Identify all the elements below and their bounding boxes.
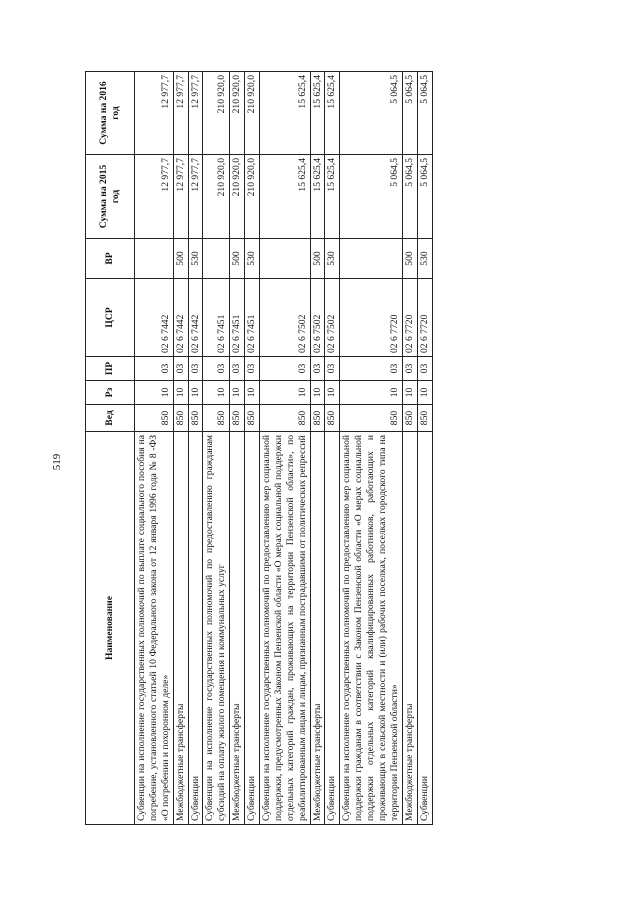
cell-rz: 10 bbox=[402, 381, 417, 405]
cell-sum-2016: 12 977,7 bbox=[173, 72, 188, 155]
cell-name: Межбюджетные трансферты bbox=[173, 432, 188, 825]
cell-pr: 03 bbox=[245, 357, 260, 381]
cell-rz: 10 bbox=[230, 381, 245, 405]
header-name: Наименование bbox=[86, 432, 135, 825]
budget-table-container bbox=[85, 72, 525, 825]
table-row bbox=[325, 72, 340, 825]
table-row bbox=[417, 72, 432, 825]
cell-ved: 850 bbox=[340, 405, 402, 432]
cell-csr: 02 6 7451 bbox=[230, 279, 245, 357]
table-body bbox=[135, 72, 433, 825]
cell-vr bbox=[203, 239, 230, 279]
table-row bbox=[340, 72, 402, 825]
cell-rz: 10 bbox=[245, 381, 260, 405]
cell-sum-2016: 15 625,4 bbox=[310, 72, 325, 155]
cell-name: Субвенции на исполнение государственных полномочий по предоставлению мер социальной поддержки гражданам в соответствии с Законом Пензенской области «О мерах социальной поддержки отдельных категорий квалифицированных работников, работающих и проживающих в сельской местности и (или) рабочих поселках, поселках городского типа на территории Пензенской области» bbox=[340, 432, 402, 825]
header-pr: ПР bbox=[86, 357, 135, 381]
cell-sum-2015: 15 625,4 bbox=[310, 155, 325, 239]
cell-ved: 850 bbox=[402, 405, 417, 432]
header-sum-2016: Сумма на 2016 год bbox=[86, 72, 135, 155]
cell-sum-2015: 5 064,5 bbox=[340, 155, 402, 239]
cell-pr: 03 bbox=[135, 357, 174, 381]
cell-sum-2015: 15 625,4 bbox=[260, 155, 311, 239]
cell-rz: 10 bbox=[310, 381, 325, 405]
header-vr: ВР bbox=[86, 239, 135, 279]
table-row bbox=[310, 72, 325, 825]
cell-csr: 02 6 7502 bbox=[310, 279, 325, 357]
cell-vr bbox=[135, 239, 174, 279]
cell-sum-2015: 12 977,7 bbox=[135, 155, 174, 239]
cell-pr: 03 bbox=[188, 357, 203, 381]
cell-ved: 850 bbox=[135, 405, 174, 432]
cell-vr: 530 bbox=[188, 239, 203, 279]
cell-ved: 850 bbox=[188, 405, 203, 432]
budget-table bbox=[85, 71, 433, 825]
cell-sum-2015: 12 977,7 bbox=[173, 155, 188, 239]
cell-csr: 02 6 7720 bbox=[402, 279, 417, 357]
cell-name: Субвенции на исполнение государственных полномочий по предоставлению гражданам субсидий на оплату жилого помещения и коммунальных услуг bbox=[203, 432, 230, 825]
cell-sum-2016: 12 977,7 bbox=[188, 72, 203, 155]
cell-sum-2016: 5 064,5 bbox=[402, 72, 417, 155]
cell-sum-2016: 15 625,4 bbox=[325, 72, 340, 155]
cell-name: Субвенции bbox=[245, 432, 260, 825]
cell-name: Субвенции на исполнение государственных полномочий по выплате социального пособия на погребение, установленного статьей 10 Федерального закона от 12 января 1996 года № 8 -ФЗ «О погребении и похоронном деле» bbox=[135, 432, 174, 825]
table-header-row bbox=[86, 72, 135, 825]
cell-vr: 530 bbox=[325, 239, 340, 279]
cell-csr: 02 6 7442 bbox=[173, 279, 188, 357]
table-row bbox=[402, 72, 417, 825]
cell-sum-2016: 15 625,4 bbox=[260, 72, 311, 155]
cell-vr: 500 bbox=[310, 239, 325, 279]
cell-ved: 850 bbox=[260, 405, 311, 432]
cell-pr: 03 bbox=[310, 357, 325, 381]
cell-vr: 530 bbox=[245, 239, 260, 279]
cell-sum-2016: 5 064,5 bbox=[340, 72, 402, 155]
cell-sum-2015: 15 625,4 bbox=[325, 155, 340, 239]
table-row bbox=[260, 72, 311, 825]
table-row bbox=[135, 72, 174, 825]
table-row bbox=[245, 72, 260, 825]
cell-name: Межбюджетные трансферты bbox=[230, 432, 245, 825]
cell-pr: 03 bbox=[260, 357, 311, 381]
cell-ved: 850 bbox=[203, 405, 230, 432]
cell-rz: 10 bbox=[173, 381, 188, 405]
cell-pr: 03 bbox=[203, 357, 230, 381]
cell-name: Субвенции на исполнение государственных полномочий по предоставлению мер социальной поддержки, предусмотренных Законом Пензенской области «О мерах социальной поддержки отдельных категорий граждан, проживающих на территории Пензенской области», по реабилитированным лицам и лицам, признанным пострадавшими от политических репрессий bbox=[260, 432, 311, 825]
cell-pr: 03 bbox=[340, 357, 402, 381]
page-number: 519 bbox=[51, 453, 63, 471]
cell-sum-2015: 5 064,5 bbox=[417, 155, 432, 239]
cell-sum-2016: 210 920,0 bbox=[203, 72, 230, 155]
header-ved: Вед bbox=[86, 405, 135, 432]
cell-rz: 10 bbox=[340, 381, 402, 405]
cell-csr: 02 6 7451 bbox=[245, 279, 260, 357]
table-row bbox=[188, 72, 203, 825]
cell-sum-2015: 210 920,0 bbox=[230, 155, 245, 239]
cell-sum-2015: 12 977,7 bbox=[188, 155, 203, 239]
cell-ved: 850 bbox=[230, 405, 245, 432]
cell-name: Субвенции bbox=[188, 432, 203, 825]
cell-sum-2016: 5 064,5 bbox=[417, 72, 432, 155]
cell-rz: 10 bbox=[260, 381, 311, 405]
cell-vr: 500 bbox=[230, 239, 245, 279]
table-row bbox=[203, 72, 230, 825]
cell-rz: 10 bbox=[417, 381, 432, 405]
cell-ved: 850 bbox=[325, 405, 340, 432]
cell-name: Субвенции bbox=[325, 432, 340, 825]
cell-sum-2015: 5 064,5 bbox=[402, 155, 417, 239]
cell-rz: 10 bbox=[325, 381, 340, 405]
cell-csr: 02 6 7451 bbox=[203, 279, 230, 357]
cell-ved: 850 bbox=[310, 405, 325, 432]
cell-sum-2016: 210 920,0 bbox=[230, 72, 245, 155]
header-rz: Рз bbox=[86, 381, 135, 405]
cell-rz: 10 bbox=[135, 381, 174, 405]
cell-vr bbox=[260, 239, 311, 279]
table-row bbox=[230, 72, 245, 825]
cell-pr: 03 bbox=[402, 357, 417, 381]
cell-pr: 03 bbox=[325, 357, 340, 381]
header-sum-2015: Сумма на 2015 год bbox=[86, 155, 135, 239]
cell-ved: 850 bbox=[245, 405, 260, 432]
cell-sum-2016: 210 920,0 bbox=[245, 72, 260, 155]
cell-name: Межбюджетные трансферты bbox=[310, 432, 325, 825]
cell-csr: 02 6 7720 bbox=[417, 279, 432, 357]
cell-pr: 03 bbox=[230, 357, 245, 381]
cell-vr bbox=[340, 239, 402, 279]
cell-csr: 02 6 7442 bbox=[135, 279, 174, 357]
cell-rz: 10 bbox=[203, 381, 230, 405]
cell-name: Субвенции bbox=[417, 432, 432, 825]
cell-vr: 500 bbox=[402, 239, 417, 279]
header-csr: ЦСР bbox=[86, 279, 135, 357]
cell-pr: 03 bbox=[417, 357, 432, 381]
cell-name: Межбюджетные трансферты bbox=[402, 432, 417, 825]
cell-csr: 02 6 7442 bbox=[188, 279, 203, 357]
cell-pr: 03 bbox=[173, 357, 188, 381]
cell-vr: 530 bbox=[417, 239, 432, 279]
cell-sum-2016: 12 977,7 bbox=[135, 72, 174, 155]
cell-csr: 02 6 7502 bbox=[260, 279, 311, 357]
cell-vr: 500 bbox=[173, 239, 188, 279]
cell-csr: 02 6 7502 bbox=[325, 279, 340, 357]
cell-rz: 10 bbox=[188, 381, 203, 405]
cell-sum-2015: 210 920,0 bbox=[203, 155, 230, 239]
cell-ved: 850 bbox=[173, 405, 188, 432]
cell-ved: 850 bbox=[417, 405, 432, 432]
cell-sum-2015: 210 920,0 bbox=[245, 155, 260, 239]
table-row bbox=[173, 72, 188, 825]
cell-csr: 02 6 7720 bbox=[340, 279, 402, 357]
